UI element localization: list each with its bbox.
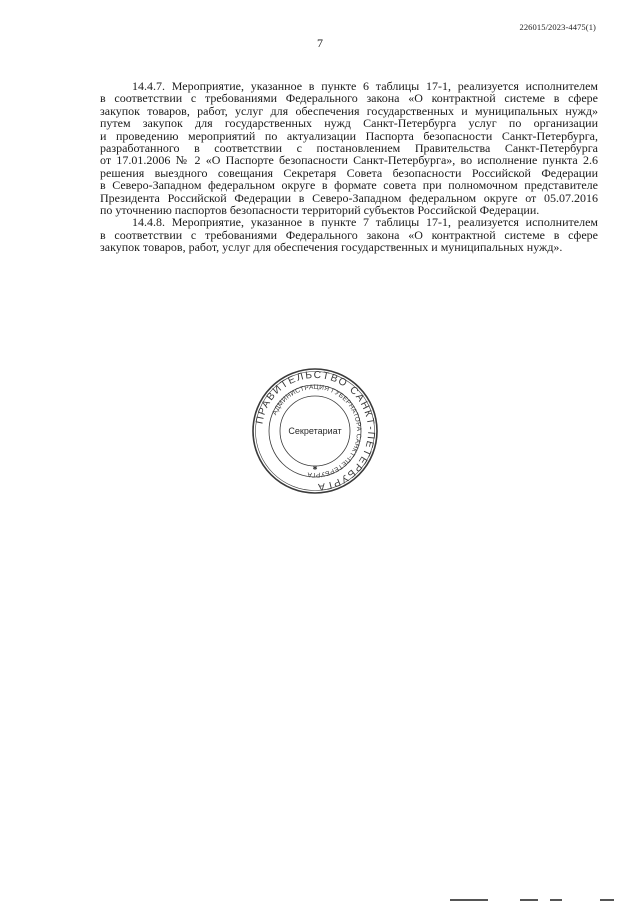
footer-mark — [550, 899, 562, 901]
footer-scan-marks — [450, 895, 620, 901]
text-line: 14.4.7. Мероприятие, указанное в пункте 6 таблицы 17-1, реализуется исполнителем — [132, 79, 598, 93]
text-line: в соответствии с требованиями Федерального закона «О контрактной системе в сфере — [100, 227, 598, 242]
text-line: в Северо-Западном федеральном округе в формате совета при полномочном представителе — [100, 178, 598, 193]
official-seal-stamp — [250, 366, 380, 496]
document-body — [100, 80, 598, 254]
text-line: Президента Российской Федерации в Северо-Западном федеральном округе от 05.07.2016 — [100, 190, 598, 205]
document-id: 226015/2023-4475(1) — [519, 22, 596, 32]
paragraph-14-4-8 — [100, 216, 598, 253]
page-number: 7 — [317, 36, 323, 50]
text-line: в соответствии с требованиями Федерального закона «О контрактной системе в сфере — [100, 91, 598, 106]
seal-star-icon: ✱ — [312, 465, 318, 472]
seal-inner-text: АДМИНИСТРАЦИЯ ГУБЕРНАТОРА САНКТ-ПЕТЕРБУРГА — [271, 383, 363, 479]
text-line: от 17.01.2006 № 2 «О Паспорте безопасности Санкт-Петербурга», во исполнение пункта 2.6 — [100, 153, 598, 168]
text-line: 14.4.8. Мероприятие, указанное в пункте 7 таблицы 17-1, реализуется исполнителем — [132, 215, 598, 230]
text-line: по уточнению паспортов безопасности территорий субъектов Российской Федерации. — [100, 203, 540, 218]
text-line: закупок товаров, работ, услуг для обеспечения государственных и муниципальных нужд». — [100, 240, 563, 255]
text-line: закупок товаров, работ, услуг для обеспечения государственных и муниципальных нужд» — [100, 103, 598, 118]
text-line: решения выездного совещания Секретаря Совета безопасности Российской Федерации — [100, 165, 598, 180]
footer-mark — [600, 899, 614, 901]
paragraph-14-4-7 — [100, 80, 598, 216]
text-line: и проведению мероприятий по актуализации Паспорта безопасности Санкт-Петербурга, — [100, 128, 598, 143]
footer-mark — [450, 899, 488, 901]
text-line: разработанного в соответствии с постановлением Правительства Санкт-Петербурга — [100, 141, 598, 156]
footer-mark — [520, 899, 538, 901]
seal-outer-text: ПРАВИТЕЛЬСТВО САНКТ-ПЕТЕРБУРГА — [254, 369, 377, 493]
seal-center-text: Секретариат — [288, 426, 342, 436]
text-line: путем закупок для государственных нужд Санкт-Петербурга услуг по организации — [100, 116, 598, 131]
